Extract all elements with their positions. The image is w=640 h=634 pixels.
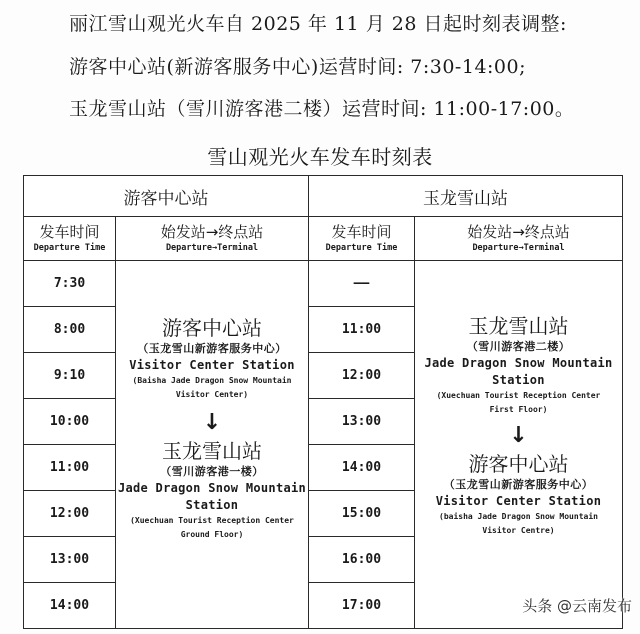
terminal-station-en: Visitor Center Station — [435, 494, 602, 508]
station-header-visitor-center: 游客中心站 — [24, 176, 309, 217]
col-header-en: Departure→Terminal — [472, 243, 565, 253]
arrow-down-icon: ↓ — [202, 410, 222, 435]
origin-station-en-sub: First Floor) — [489, 405, 548, 414]
departure-time-cell: 9:10 — [24, 353, 116, 399]
col-header-zh: 始发站→终点站 — [160, 223, 264, 241]
terminal-station-en-sub: Visitor Centre) — [482, 526, 555, 535]
departure-time-cell: 14:00 — [309, 445, 415, 491]
origin-station-en-sub: (Baisha Jade Dragon Snow Mountain — [132, 376, 292, 385]
col-header-departure-time — [309, 217, 415, 261]
departure-time-cell: 13:00 — [309, 399, 415, 445]
origin-station-en: Visitor Center Station — [129, 358, 295, 372]
origin-station-sub: （玉龙雪山新游客服务中心） — [137, 342, 287, 355]
notice-line-2: 游客中心站(新游客服务中心)运营时间: 7:30-14:00; — [69, 56, 527, 78]
terminal-station-zh: 玉龙雪山站 — [162, 439, 262, 463]
origin-station-sub: （雪川游客港二楼） — [466, 340, 571, 353]
terminal-station-en-sub: (baisha Jade Dragon Snow Mountain — [439, 512, 598, 521]
departure-time-cell: 14:00 — [24, 583, 116, 629]
table-title: 雪山观光火车发车时刻表 — [207, 145, 433, 169]
departure-time-cell: 13:00 — [24, 537, 116, 583]
terminal-station-en: Jade Dragon Snow Mountain — [117, 481, 307, 495]
col-header-en: Departure Time — [33, 243, 106, 253]
col-header-zh: 发车时间 — [39, 223, 100, 241]
origin-station-en-sub: (Xuechuan Tourist Reception Center — [436, 391, 601, 400]
arrow-down-icon: ↓ — [509, 423, 528, 448]
terminal-station-en: Station — [185, 498, 239, 512]
terminal-station-zh: 游客中心站 — [468, 452, 569, 476]
col-header-departure-time — [24, 217, 116, 261]
schedule-table — [23, 175, 623, 629]
origin-station-zh: 玉龙雪山站 — [468, 314, 569, 338]
departure-time-cell: 15:00 — [309, 491, 415, 537]
terminal-station-sub: （玉龙雪山新游客服务中心） — [443, 478, 594, 491]
departure-time-cell: 10:00 — [24, 399, 116, 445]
origin-station-zh: 游客中心站 — [162, 316, 262, 340]
departure-time-cell: 7:30 — [24, 261, 116, 307]
origin-station-en: Jade Dragon Snow Mountain — [424, 356, 613, 370]
departure-time-cell: 16:00 — [309, 537, 415, 583]
table-row — [24, 261, 623, 307]
route-cell-visitor-center-to-jade-dragon — [116, 261, 309, 629]
station-header-jade-dragon: 玉龙雪山站 — [309, 176, 623, 217]
departure-time-cell: 12:00 — [309, 353, 415, 399]
route-cell-jade-dragon-to-visitor-center — [415, 261, 623, 629]
col-header-zh: 始发站→终点站 — [467, 223, 570, 241]
departure-time-cell: 17:00 — [309, 583, 415, 629]
departure-time-cell: 11:00 — [24, 445, 116, 491]
watermark: 头条 @云南发布 — [522, 597, 632, 615]
terminal-station-sub: （雪川游客港一楼） — [160, 465, 264, 478]
col-header-route — [415, 217, 623, 261]
terminal-station-en-sub: Ground Floor) — [180, 530, 244, 539]
departure-time-cell: —— — [309, 261, 415, 307]
departure-time-cell: 8:00 — [24, 307, 116, 353]
col-header-zh: 发车时间 — [331, 223, 392, 241]
col-header-en: Departure→Terminal — [165, 243, 259, 253]
col-header-route — [116, 217, 309, 261]
departure-time-cell: 11:00 — [309, 307, 415, 353]
col-header-en: Departure Time — [325, 243, 398, 253]
departure-time-cell: 12:00 — [24, 491, 116, 537]
notice-line-1: 丽江雪山观光火车自 2025 年 11 月 28 日起时刻表调整: — [69, 13, 567, 35]
origin-station-en: Station — [492, 373, 545, 387]
origin-station-en-sub: Visitor Center) — [175, 390, 249, 399]
notice-line-3: 玉龙雪山站（雪川游客港二楼）运营时间: 11:00-17:00。 — [69, 98, 575, 120]
terminal-station-en-sub: (Xuechuan Tourist Reception Center — [130, 516, 294, 525]
